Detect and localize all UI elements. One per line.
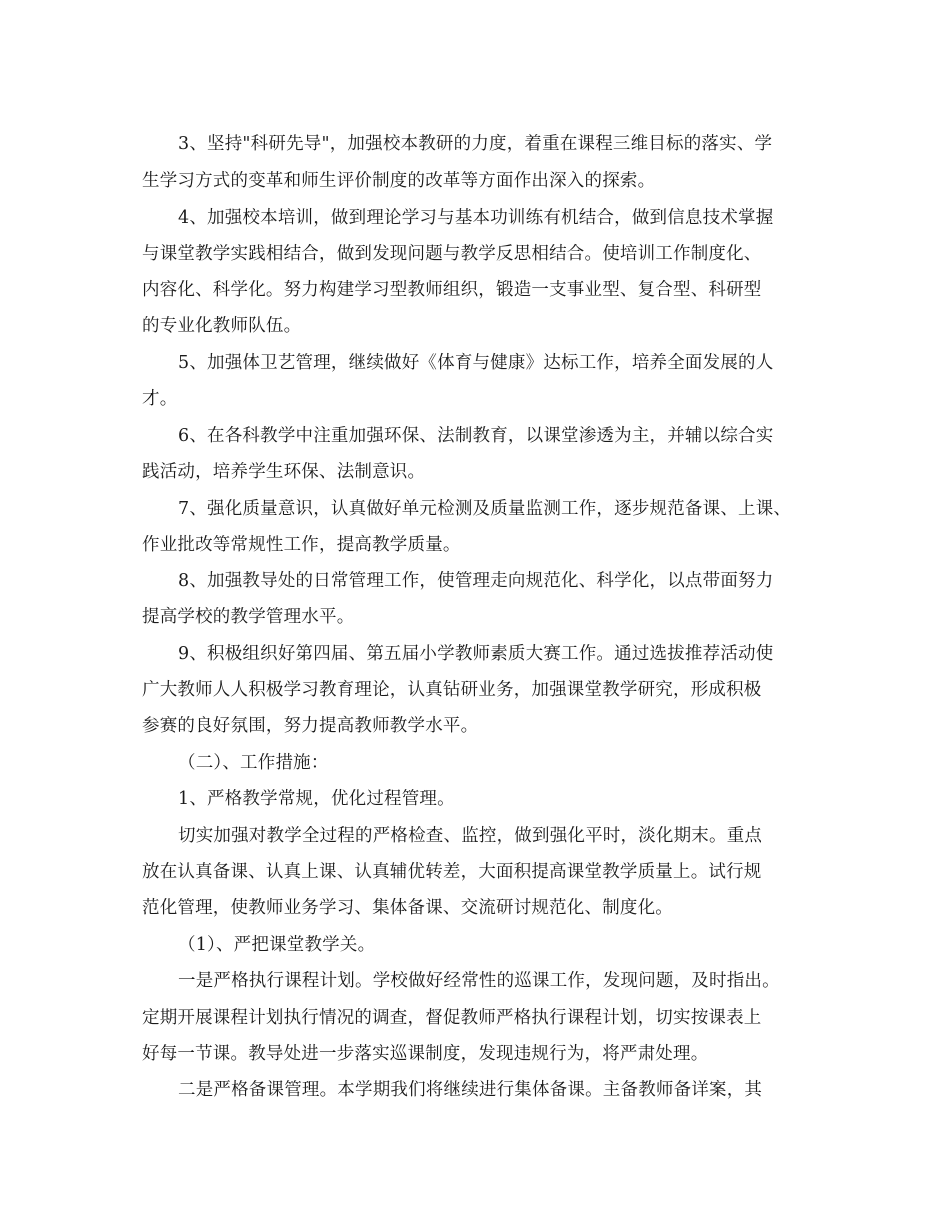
section-heading: （二）、工作措施： [178,753,329,773]
text-line: 1、严格教学常规，优化过程管理。 [178,789,455,809]
text-line: 广大教师人人积极学习教育理论，认真钻研业务，加强课堂教学研究，形成积极 [142,680,762,700]
text-line: 的专业化教师队伍。 [142,316,302,336]
text-line: 一是严格执行课程计划。学校做好经常性的巡课工作，发现问题，及时指出。 [178,971,780,991]
text-line: 6、在各科教学中注重加强环保、法制教育，以课堂渗透为主，并辅以综合实 [178,426,774,446]
text-line: 内容化、科学化。努力构建学习型教师组织，锻造一支事业型、复合型、科研型 [142,280,762,300]
text-line: 才。 [142,389,178,409]
text-line: 好每一节课。教导处进一步落实巡课制度，发现违规行为，将严肃处理。 [142,1044,709,1064]
text-line: 提高学校的教学管理水平。 [142,607,355,627]
text-line: 切实加强对教学全过程的严格检查、监控，做到强化平时，淡化期末。重点 [178,826,763,846]
text-line: 范化管理，使教师业务学习、集体备课、交流研讨规范化、制度化。 [142,898,673,918]
text-line: 放在认真备课、认真上课、认真辅优转差，大面积提高课堂教学质量上。试行规 [142,862,762,882]
text-line: 5、加强体卫艺管理，继续做好《体育与健康》达标工作，培养全面发展的人 [178,353,774,373]
subsection-heading: （1）、严把课堂教学关。 [178,935,376,955]
text-line: 生学习方式的变革和师生评价制度的改革等方面作出深入的探索。 [142,171,656,191]
text-line: 二是严格备课管理。本学期我们将继续进行集体备课。主备教师备详案，其 [178,1080,763,1100]
text-line: 参赛的良好氛围，努力提高教师教学水平。 [142,716,479,736]
text-line: 7、强化质量意识，认真做好单元检测及质量监测工作，逐步规范备课、上课、 [178,499,792,519]
text-line: 作业批改等常规性工作，提高教学质量。 [142,535,461,555]
text-line: 践活动，培养学生环保、法制意识。 [142,462,426,482]
text-line: 定期开展课程计划执行情况的调查，督促教师严格执行课程计划，切实按课表上 [142,1008,762,1028]
text-line: 与课堂教学实践相结合，做到发现问题与教学反思相结合。使培训工作制度化、 [142,244,762,264]
text-line: 4、加强校本培训，做到理论学习与基本功训练有机结合，做到信息技术掌握 [178,208,774,228]
text-line: 3、坚持"科研先导"，加强校本教研的力度，着重在课程三维目标的落实、学 [178,134,773,154]
text-line: 8、加强教导处的日常管理工作，使管理走向规范化、科学化，以点带面努力 [178,571,774,591]
text-line: 9、积极组织好第四届、第五届小学教师素质大赛工作。通过选拔推荐活动使 [178,644,774,664]
